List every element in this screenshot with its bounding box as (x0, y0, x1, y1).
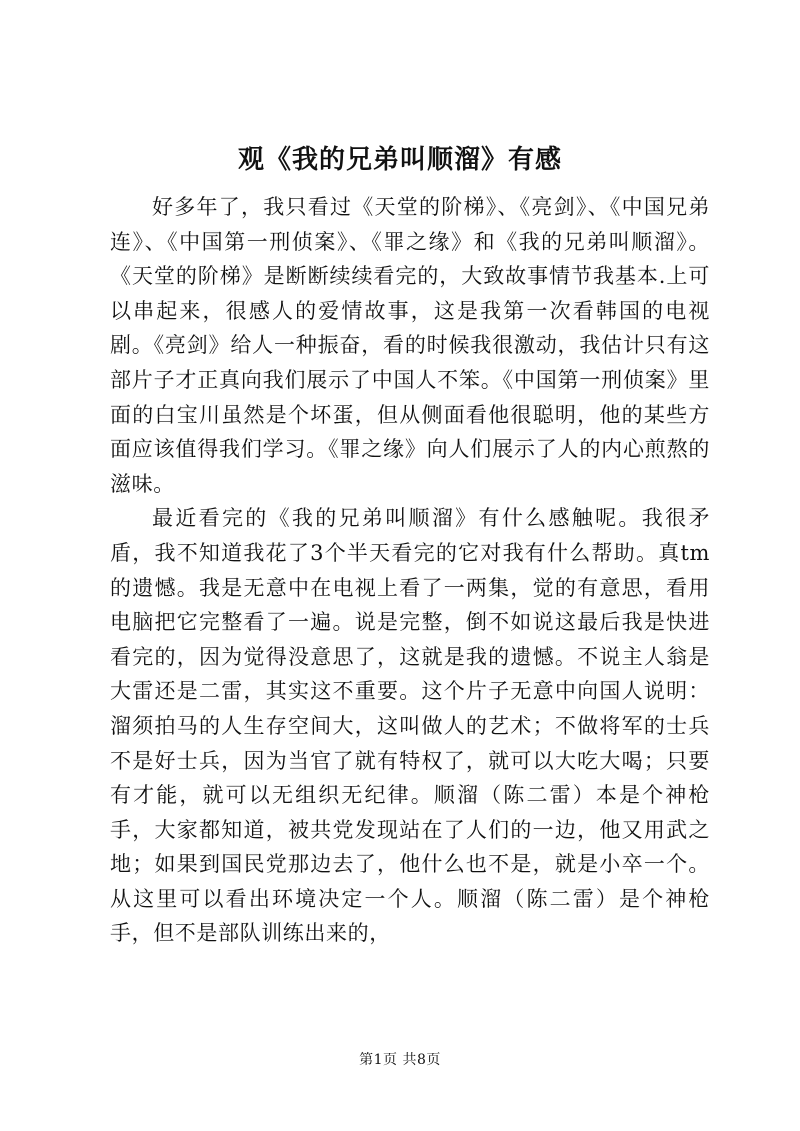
paragraph-1: 好多年了，我只看过《天堂的阶梯》、《亮剑》、《中国兄弟连》、《中国第一刑侦案》、《罪之缘》和《我的兄弟叫顺溜》。《天堂的阶梯》是断断续续看完的，大致故事情节我基本.上可以串起来，很感人的爱情故事，这是我第一次看韩国的电视剧。《亮剑》给人一种振奋，看的时候我很激动，我估计只有这部片子才正真向我们展示了中国人不笨。《中国第一刑侦案》里面的白宝川虽然是个坏蛋，但从侧面看他很聪明，他的某些方面应该值得我们学习。《罪之缘》向人们展示了人的内心煎熬的滋味。 (110, 195, 710, 496)
document-body (110, 190, 710, 951)
page-number-footer: 第1页 共8页 (359, 1052, 441, 1068)
page-title: 观《我的兄弟叫顺溜》有感 (237, 145, 562, 175)
paragraph-2: 最近看完的《我的兄弟叫顺溜》有什么感触呢。我很矛盾，我不知道我花了3个半天看完的它对我有什么帮助。真tm的遗憾。我是无意中在电视上看了一两集，觉的有意思，看用电脑把它完整看了一遍。说是完整，倒不如说这最后我是快进看完的，因为觉得没意思了，这就是我的遗憾。不说主人翁是大雷还是二雷，其实这不重要。这个片子无意中向国人说明：溜须拍马的人生存空间大，这叫做人的艺术；不做将军的士兵不是好士兵，因为当官了就有特权了，就可以大吃大喝；只要有才能，就可以无组织无纪律。顺溜（陈二雷）本是个神枪手，大家都知道，被共党发现站在了人们的一边，他又用武之地；如果到国民党那边去了，他什么也不是，就是小卒一个。从这里可以看出环境决定一个人。顺溜（陈二雷）是个神枪手，但不是部队训练出来的， (110, 506, 710, 946)
